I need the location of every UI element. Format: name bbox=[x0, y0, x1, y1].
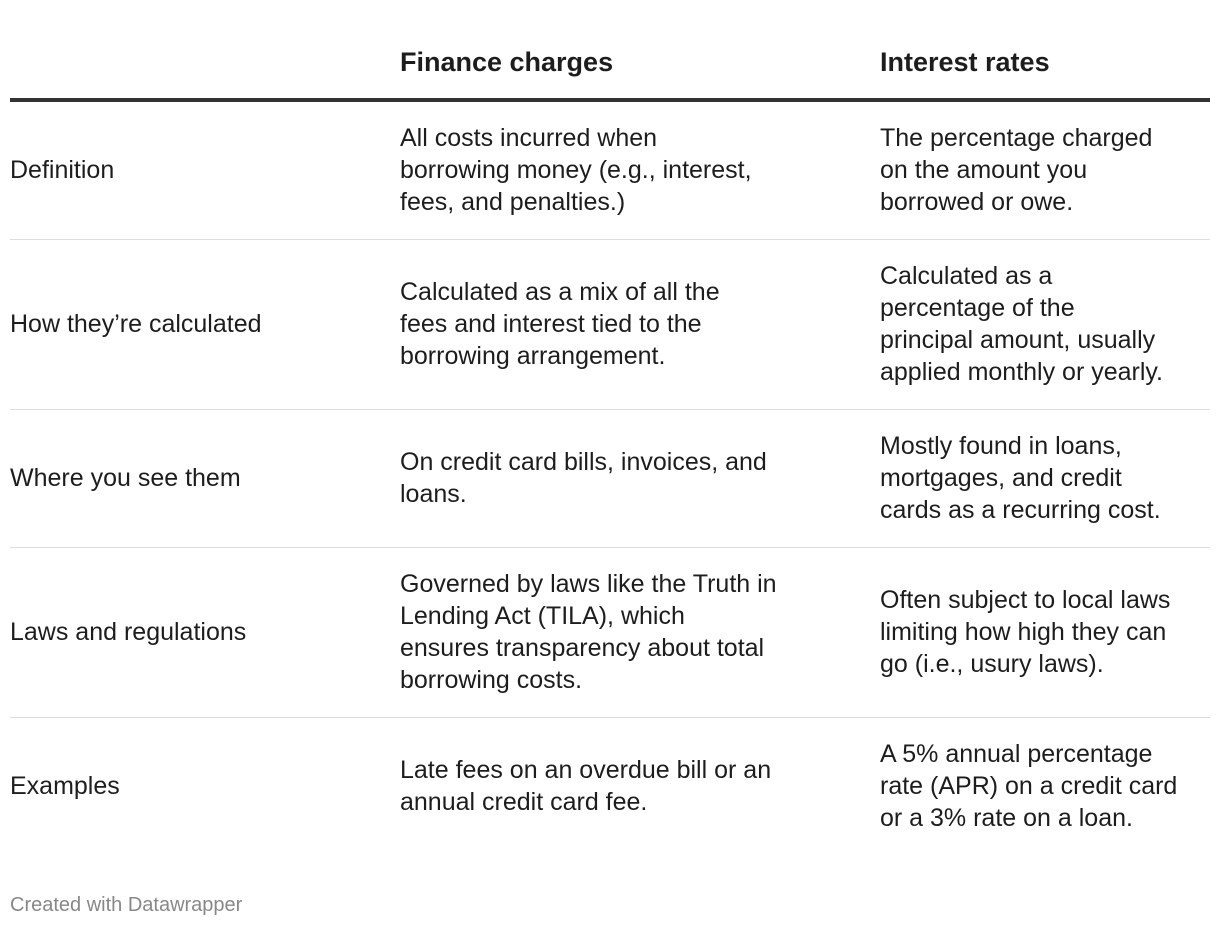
row-label: How they’re calculated bbox=[10, 240, 400, 410]
finance-charges-cell: Governed by laws like the Truth in Lending Act (TILA), which ensures transparency about total borrowing costs. bbox=[400, 548, 880, 718]
interest-rates-cell: Often subject to local laws limiting how high they can go (i.e., usury laws). bbox=[880, 548, 1210, 718]
interest-rates-cell: A 5% annual percentage rate (APR) on a credit card or a 3% rate on a loan. bbox=[880, 740, 1178, 832]
comparison-table-container bbox=[10, 30, 1210, 855]
datawrapper-credit: Created with Datawrapper bbox=[10, 894, 243, 916]
table-row bbox=[10, 100, 1210, 240]
row-label: Definition bbox=[10, 100, 400, 240]
comparison-table bbox=[10, 30, 1210, 855]
table-row bbox=[10, 410, 1210, 548]
row-label: Laws and regulations bbox=[10, 548, 400, 718]
table-row bbox=[10, 718, 1210, 856]
finance-charges-cell: On credit card bills, invoices, and loans. bbox=[400, 410, 880, 548]
header-row bbox=[10, 30, 1210, 100]
table-header bbox=[10, 30, 1210, 100]
interest-rates-cell: Mostly found in loans, mortgages, and credit cards as a recurring cost. bbox=[880, 410, 1210, 548]
column-header-empty bbox=[10, 30, 400, 100]
row-label: Where you see them bbox=[10, 410, 400, 548]
table-body bbox=[10, 100, 1210, 855]
table-row bbox=[10, 240, 1210, 410]
table-row bbox=[10, 548, 1210, 718]
column-header-interest-rates: Interest rates bbox=[880, 30, 1210, 100]
interest-rates-cell: The percentage charged on the amount you borrowed or owe. bbox=[880, 100, 1210, 240]
interest-rates-cell: Calculated as a percentage of the principal amount, usually applied monthly or yearly. bbox=[880, 240, 1210, 410]
finance-charges-cell: Late fees on an overdue bill or an annual credit card fee. bbox=[400, 756, 772, 816]
row-label: Examples bbox=[10, 772, 120, 800]
column-header-finance-charges: Finance charges bbox=[400, 30, 880, 100]
finance-charges-cell: Calculated as a mix of all the fees and interest tied to the borrowing arrangement. bbox=[400, 240, 880, 410]
finance-charges-cell: All costs incurred when borrowing money (e.g., interest, fees, and penalties.) bbox=[400, 100, 880, 240]
